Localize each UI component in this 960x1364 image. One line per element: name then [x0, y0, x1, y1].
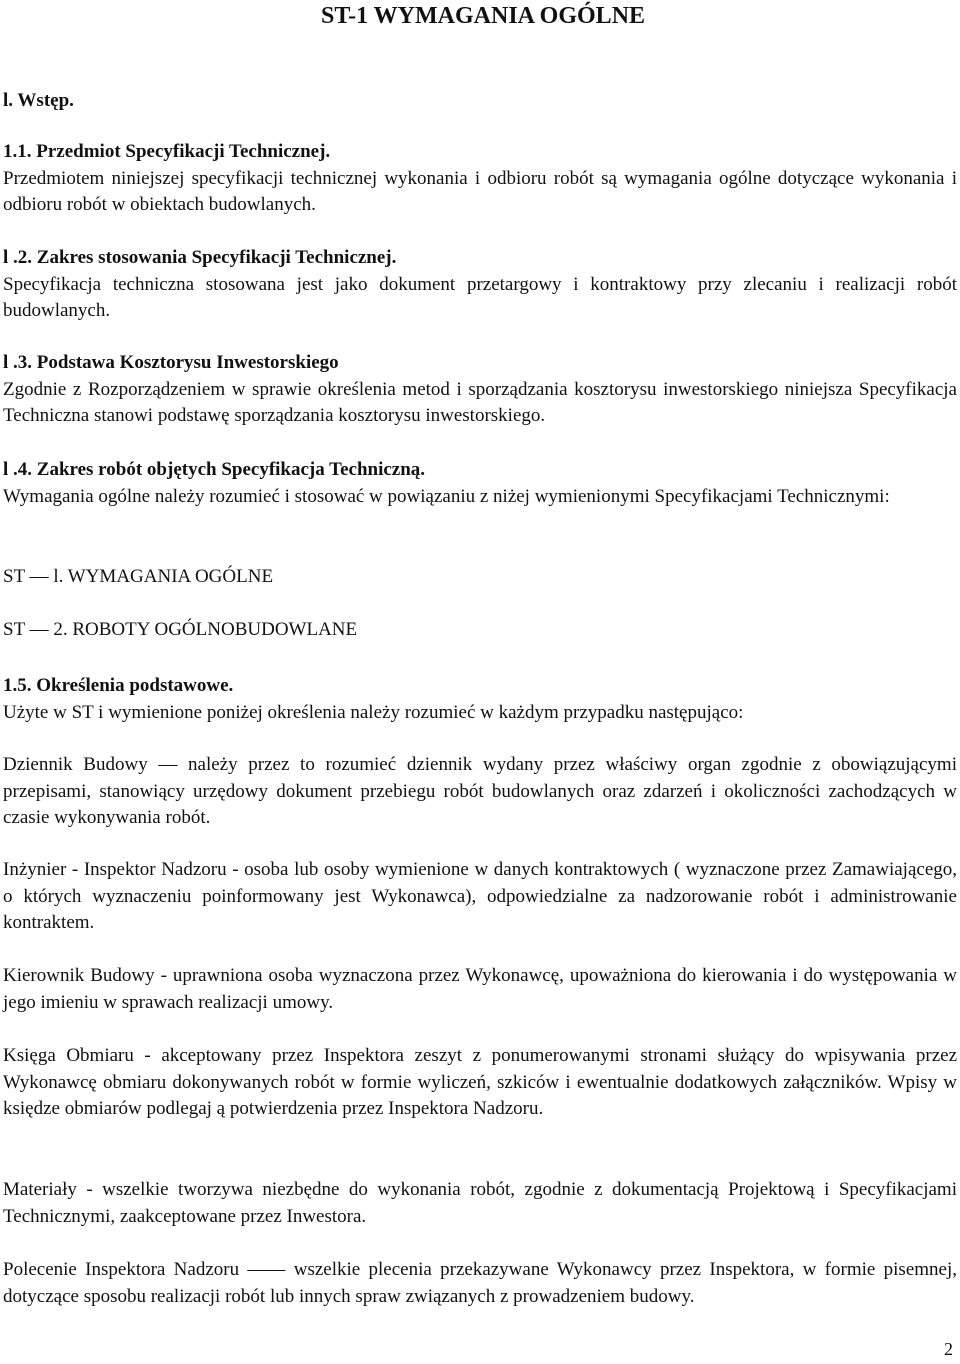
page-number: 2 [944, 1339, 953, 1359]
spec-list-item [3, 617, 957, 644]
definition-text: Dziennik Budowy — należy przez to rozumieć dziennik wydany przez właściwy organ zgodnie z obowiązującymi przepisami, stanowiący urzędowy dokument przebiegu robót budowlanych oraz zdarzeń i okoliczności zachodzących w czasie wykonywania robót. [3, 754, 957, 828]
section-heading: l .3. Podstawa Kosztorysu Inwestorskiego [3, 352, 339, 373]
document-page [3, 0, 957, 1364]
definition-item [3, 1257, 957, 1310]
section-introduction [3, 88, 957, 115]
definition-item [3, 1043, 957, 1123]
spec-list-item-text: ST — 2. ROBOTY OGÓLNOBUDOWLANE [3, 619, 358, 640]
section-basic-definitions [3, 673, 957, 726]
definition-item [3, 857, 957, 937]
section-cost-estimate-basis [3, 350, 957, 430]
section-heading: l .4. Zakres robót objętych Specyfikacja Techniczną. [3, 459, 426, 480]
definition-text: Polecenie Inspektora Nadzoru —— wszelkie plecenia przekazywane Wykonawcy przez Inspektora, w formie pisemnej, dotyczące sposobu realizacji robót lub innych spraw związanych z prowadzeniem budowy. [3, 1259, 957, 1307]
definition-text: Inżynier - Inspektor Nadzoru - osoba lub osoby wymienione w danych kontraktowych ( wyznaczone przez Zamawiającego, o których wyznaczeniu poinformowany jest Wykonawca), odpowiedzialne za nadzorowanie robót i administrowanie kontraktem. [3, 859, 957, 933]
definition-text: Księga Obmiaru - akceptowany przez Inspektora zeszyt z ponumerowanymi stronami służący do wpisywania przez Wykonawcę obmiaru dokonywanych robót w formie wyliczeń, szkiców i ewentualnie dodatkowych załączników. Wpisy w księdze obmiarów podlegaj ą potwierdzenia przez Inspektora Nadzoru. [3, 1045, 957, 1119]
section-paragraph: Wymagania ogólne należy rozumieć i stosować w powiązaniu z niżej wymienionymi Specyfikacjami Technicznymi: [3, 485, 890, 507]
section-heading: 1.5. Określenia podstawowe. [3, 675, 234, 696]
section-paragraph: Zgodnie z Rozporządzeniem w sprawie określenia metod i sporządzania kosztorysu inwestorskiego niniejsza Specyfikacja Techniczna stanowi podstawę sporządzania kosztorysu inwestorskiego. [3, 378, 957, 426]
document-title: ST-1 WYMAGANIA OGÓLNE [320, 3, 646, 29]
definition-item [3, 963, 957, 1016]
spec-list-item [3, 564, 957, 591]
spec-list-item-text: ST — l. WYMAGANIA OGÓLNE [3, 566, 274, 587]
definition-text: Kierownik Budowy - uprawniona osoba wyznaczona przez Wykonawcę, upoważniona do kierowania i do występowania w jego imieniu w sprawach realizacji umowy. [3, 965, 957, 1013]
section-subject [3, 139, 957, 219]
definition-item [3, 1177, 957, 1230]
section-heading: l. Wstęp. [3, 90, 74, 111]
section-heading: l .2. Zakres stosowania Specyfikacji Technicznej. [3, 247, 397, 268]
section-intro: Użyte w ST i wymienione poniżej określenia należy rozumieć w każdym przypadku następująco: [3, 701, 744, 723]
definition-item [3, 752, 957, 832]
section-scope-of-application [3, 245, 957, 325]
section-paragraph: Specyfikacja techniczna stosowana jest jako dokument przetargowy i kontraktowy przy zlecaniu i realizacji robót budowlanych. [3, 273, 957, 321]
section-heading: 1.1. Przedmiot Specyfikacji Technicznej. [3, 141, 331, 162]
definition-text: Materiały - wszelkie tworzywa niezbędne do wykonania robót, zgodnie z dokumentacją Projektową i Specyfikacjami Technicznymi, zaakceptowane przez Inwestora. [3, 1179, 957, 1227]
section-scope-of-works [3, 457, 957, 510]
section-paragraph: Przedmiotem niniejszej specyfikacji technicznej wykonania i odbioru robót są wymagania ogólne dotyczące wykonania i odbioru robót w obiektach budowlanych. [3, 167, 957, 215]
